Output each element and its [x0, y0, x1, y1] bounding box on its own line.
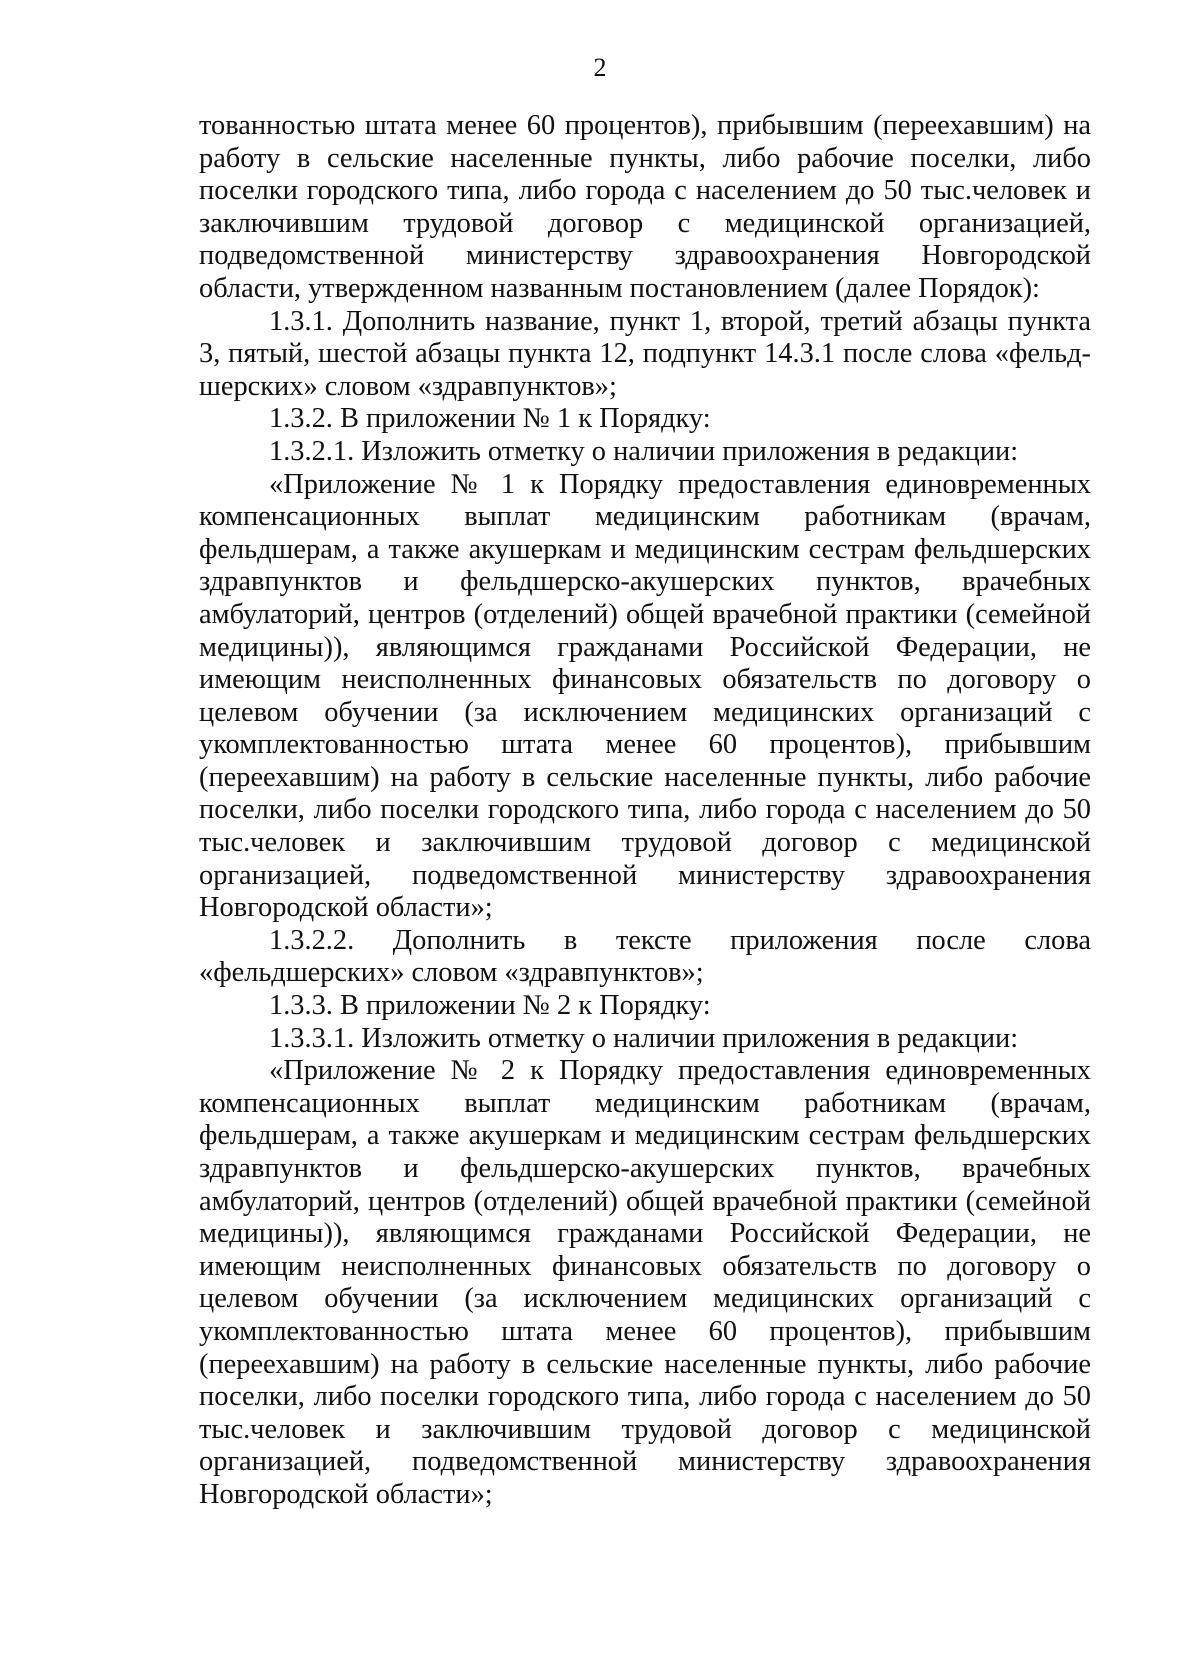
paragraph-1-3-2-1: 1.3.2.1. Изложить отметку о наличии приложения в редакции: [269, 435, 1019, 467]
paragraph-1-3-2: 1.3.2. В приложении № 1 к Порядку: [269, 403, 711, 435]
paragraph-1-3-1: 1.3.1. Дополнить название, пункт 1, второй, третий абзацы пункта 3, пятый, шестой абзацы пункта 12, подпункт 14.3.1 после слова «фельдшерских» словом «здравпунктов»; [199, 305, 1091, 402]
paragraph-1-3-3-1: 1.3.3.1. Изложить отметку о наличии приложения в редакции: [269, 1022, 1019, 1054]
paragraph-1-3-3: 1.3.3. В приложении № 2 к Порядку: [269, 990, 711, 1022]
paragraph-continuation: тованностью штата менее 60 процентов), прибывшим (переехавшим) на работу в сельские населенные пункты, либо рабочие поселки, либо поселки городского типа, либо города с населением до 50 тыс.человек и заключившим трудовой договор с медицинской организацией, подведомственной министерству здравоохранения Новгородской области, утвержденном названным постановлением (далее Порядок): [199, 110, 1091, 304]
paragraph-appendix-2-quote: «Приложение № 2 к Порядку предоставления единовременных компенсационных выплат медицинским работникам (врачам, фельдшерам, а также акушеркам и медицинским сестрам фельдшерских здравпунктов и фельдшерско-акушерских пунктов, врачебных амбулаторий, центров (отделений) общей врачебной практики (семейной медицины)), являющимся гражданами Российской Федерации, не имеющим неисполненных финансовых обязательств по договору о целевом обучении (за исключением медицинских организаций с укомплектованностью штата менее 60 процентов), прибывшим (переехавшим) на работу в сельские населенные пункты, либо рабочие поселки, либо поселки городского типа, либо города с населением до 50 тыс.человек и заключившим трудовой договор с медицинской организацией, подведомственной министерству здравоохранения Новгородской области»; [199, 1055, 1091, 1510]
document-body [199, 110, 1091, 1512]
paragraph-1-3-2-2: 1.3.2.2. Дополнить в тексте приложения после слова «фельдшерских» словом «здравпунктов»; [199, 924, 1091, 989]
page-number: 2 [593, 53, 607, 82]
paragraph-appendix-1-quote: «Приложение № 1 к Порядку предоставления единовременных компенсационных выплат медицинским работникам (врачам, фельдшерам, а также акушеркам и медицинским сестрам фельдшерских здравпунктов и фельдшерско-акушерских пунктов, врачебных амбулаторий, центров (отделений) общей врачебной практики (семейной медицины)), являющимся гражданами Российской Федерации, не имеющим неисполненных финансовых обязательств по договору о целевом обучении (за исключением медицинских организаций с укомплектованностью штата менее 60 процентов), прибывшим (переехавшим) на работу в сельские населенные пункты, либо рабочие поселки, либо поселки городского типа, либо города с населением до 50 тыс.человек и заключившим трудовой договор с медицинской организацией, подведомственной министерству здравоохранения Новгородской области»; [199, 468, 1091, 924]
